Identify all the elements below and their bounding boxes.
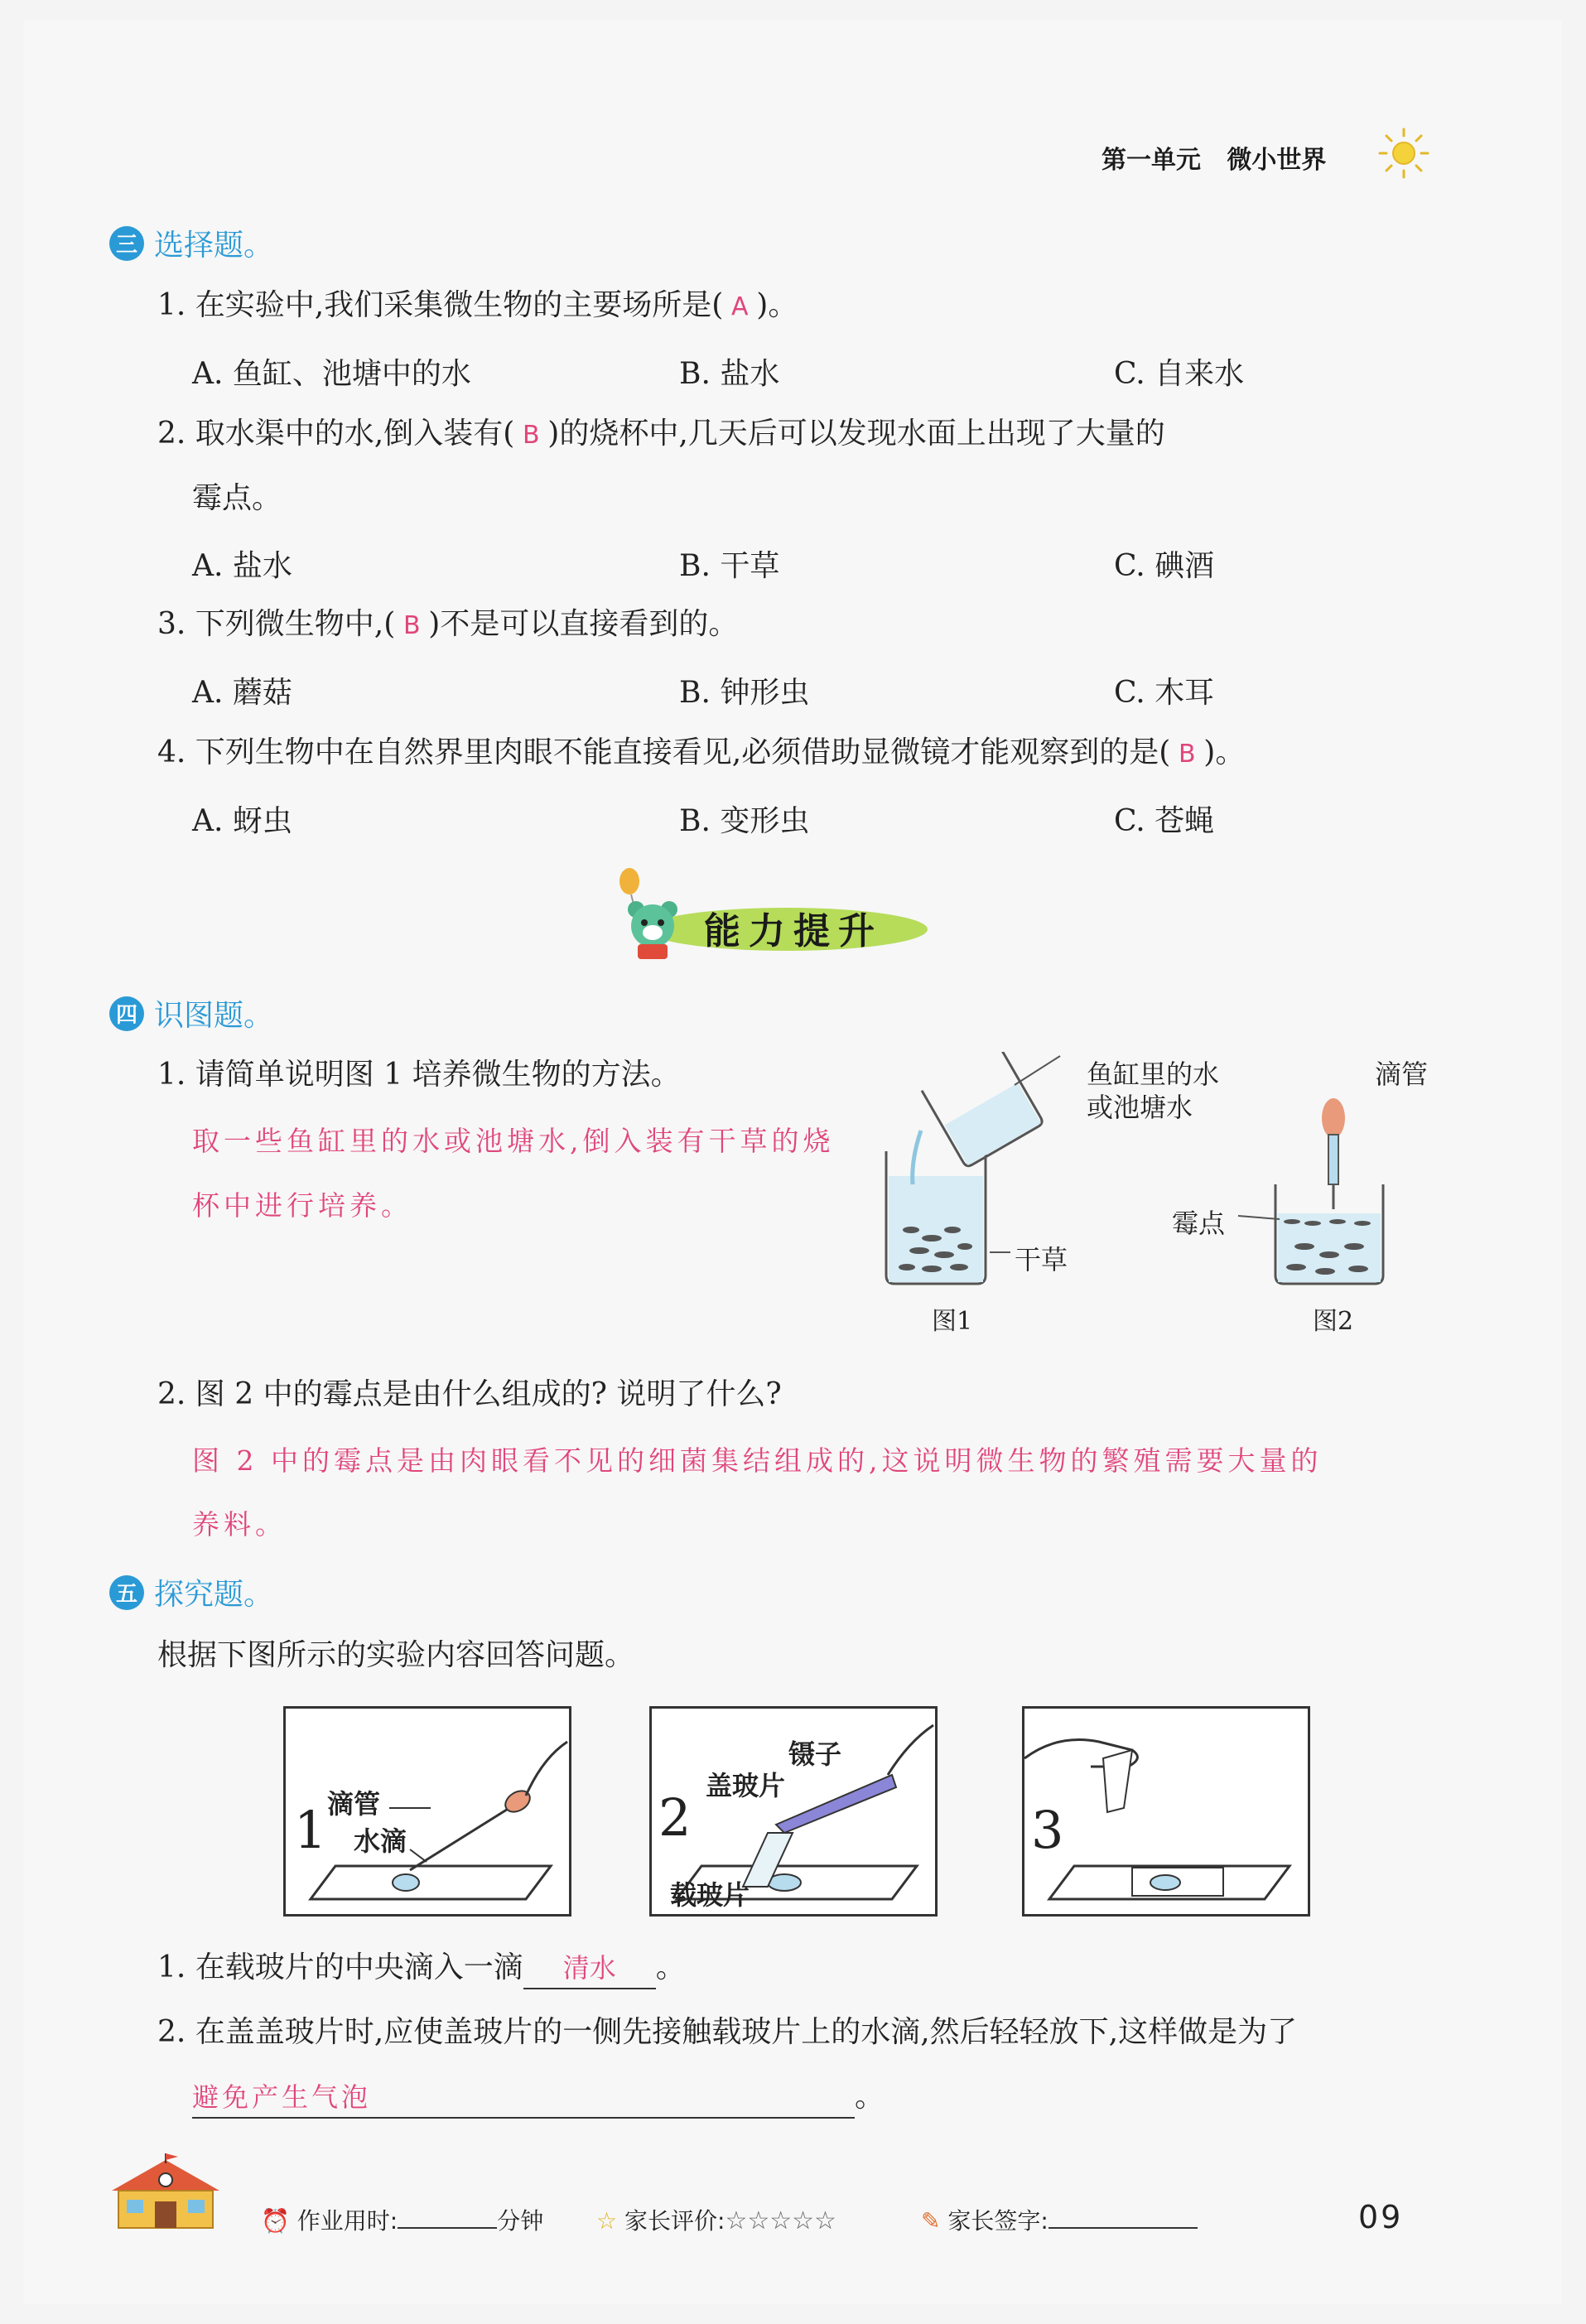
s5-question-1 bbox=[157, 1948, 686, 1989]
panel-number: 3 bbox=[1031, 1800, 1064, 1860]
s5-answer-line bbox=[192, 2077, 885, 2119]
label-tweezers: 镊子 bbox=[788, 1738, 842, 1770]
label-hay: 干草 bbox=[1015, 1244, 1068, 1275]
answer: A bbox=[731, 292, 749, 321]
rating-stars[interactable]: ☆☆☆☆☆ bbox=[725, 2206, 836, 2235]
section-badge: 五 bbox=[109, 1575, 144, 1610]
s4-answer-2-line1: 图 2 中的霉点是由肉眼看不见的细菌集结组成的,这说明微生物的繁殖需要大量的 bbox=[192, 1444, 1323, 1477]
panel-number: 2 bbox=[658, 1787, 692, 1848]
s4-answer-1-line1: 取一些鱼缸里的水或池塘水,倒入装有干草的烧 bbox=[192, 1125, 835, 1157]
question-3 bbox=[157, 605, 738, 646]
s5-intro: 根据下图所示的实验内容回答问题。 bbox=[157, 1638, 635, 1672]
answer: B bbox=[1178, 740, 1196, 769]
unit-label: 第一单元 bbox=[1102, 146, 1201, 175]
footer-homework-time bbox=[261, 2203, 543, 2236]
section-title: 选择题。 bbox=[154, 229, 274, 263]
question-text: )。 bbox=[1203, 735, 1246, 769]
school-house-icon bbox=[104, 2153, 228, 2232]
time-input[interactable] bbox=[398, 2227, 497, 2229]
question-text: )。 bbox=[756, 288, 798, 322]
label-pond-water: 或池塘水 bbox=[1087, 1092, 1193, 1123]
label-slide: 载玻片 bbox=[670, 1879, 750, 1911]
answer-blank: 清水 bbox=[523, 1948, 656, 1989]
option: C. 自来水 bbox=[1114, 357, 1245, 391]
question-text: )不是可以直接看到的。 bbox=[428, 607, 739, 641]
option: C. 苍蝇 bbox=[1114, 804, 1215, 838]
option: B. 干草 bbox=[679, 549, 780, 583]
panel-number: 1 bbox=[294, 1800, 327, 1860]
question-text: 。 bbox=[655, 1950, 686, 1984]
experiment-panel-1 bbox=[283, 1706, 571, 1917]
question-text: 3. 下列微生物中,( bbox=[157, 607, 396, 641]
s4-question-2: 2. 图 2 中的霉点是由什么组成的? 说明了什么? bbox=[157, 1377, 782, 1411]
signature-label: 家长签字: bbox=[947, 2207, 1048, 2235]
pencil-icon: ✎ bbox=[921, 2207, 941, 2235]
option: A. 盐水 bbox=[192, 549, 292, 583]
question-text: 1. 在载玻片的中央滴入一滴 bbox=[157, 1950, 523, 1984]
answer: B bbox=[522, 421, 540, 450]
s4-answer-2-line2: 养料。 bbox=[192, 1508, 287, 1540]
answer-blank: 避免产生气泡 bbox=[192, 2077, 855, 2119]
page-header bbox=[1102, 139, 1326, 176]
label-mold: 霉点 bbox=[1172, 1208, 1226, 1239]
unit-title: 微小世界 bbox=[1227, 146, 1327, 175]
experiment-panel-3 bbox=[1022, 1706, 1310, 1917]
question-text: 。 bbox=[855, 2080, 885, 2114]
section-title: 探究题。 bbox=[154, 1578, 274, 1612]
question-text: )的烧杯中,几天后可以发现水面上出现了大量的 bbox=[547, 417, 1165, 451]
section-badge: 四 bbox=[109, 996, 144, 1031]
option: B. 变形虫 bbox=[679, 804, 810, 838]
option: C. 碘酒 bbox=[1114, 549, 1215, 583]
alarm-clock-icon: ⏰ bbox=[261, 2207, 290, 2235]
experiment-panel-2 bbox=[649, 1706, 938, 1917]
section-badge: 三 bbox=[109, 226, 144, 261]
s4-question-1: 1. 请简单说明图 1 培养微生物的方法。 bbox=[157, 1058, 681, 1092]
label-coverslip: 盖玻片 bbox=[706, 1770, 786, 1801]
label-dropper: 滴管 bbox=[1375, 1058, 1429, 1090]
time-label: 作业用时: bbox=[296, 2207, 398, 2235]
section-4-heading bbox=[109, 992, 273, 1034]
question-2 bbox=[157, 414, 1165, 456]
time-unit: 分钟 bbox=[497, 2207, 544, 2235]
banner-title: 能力提升 bbox=[704, 910, 883, 952]
question-text: 4. 下列生物中在自然界里肉眼不能直接看见,必须借助显微镜才能观察到的是( bbox=[157, 735, 1171, 769]
figure-2-caption: 图2 bbox=[1313, 1307, 1354, 1336]
option: A. 蚜虫 bbox=[192, 804, 292, 838]
question-4 bbox=[157, 733, 1245, 774]
signature-input[interactable] bbox=[1048, 2227, 1198, 2229]
option: B. 盐水 bbox=[679, 357, 780, 391]
footer-parent-signature bbox=[921, 2203, 1198, 2236]
footer-parent-rating bbox=[596, 2203, 836, 2236]
section-5-heading bbox=[109, 1571, 273, 1613]
question-text-cont: 霉点。 bbox=[192, 481, 282, 515]
answer: B bbox=[403, 611, 421, 640]
label-water-drop: 水滴 bbox=[354, 1825, 407, 1857]
page-number: 09 bbox=[1358, 2199, 1404, 2235]
label-dropper: 滴管 bbox=[327, 1788, 381, 1820]
figure-1-caption: 图1 bbox=[932, 1307, 973, 1336]
option: A. 蘑菇 bbox=[192, 676, 292, 710]
s5-question-2: 2. 在盖盖玻片时,应使盖玻片的一侧先接触载玻片上的水滴,然后轻轻放下,这样做是为了 bbox=[157, 2015, 1298, 2049]
section-title: 识图题。 bbox=[154, 999, 274, 1033]
placing-coverslip-illustration bbox=[1024, 1709, 1308, 1914]
sun-icon bbox=[1375, 124, 1433, 182]
option: A. 鱼缸、池塘中的水 bbox=[192, 357, 471, 391]
question-text: 2. 取水渠中的水,倒入装有( bbox=[157, 417, 515, 451]
rating-label: 家长评价: bbox=[624, 2207, 726, 2235]
option: C. 木耳 bbox=[1114, 676, 1215, 710]
question-1 bbox=[157, 286, 798, 327]
star-icon: ☆ bbox=[596, 2207, 618, 2235]
section-3-heading bbox=[109, 222, 273, 264]
s4-answer-1-line2: 杯中进行培养。 bbox=[192, 1189, 412, 1222]
question-text: 1. 在实验中,我们采集微生物的主要场所是( bbox=[157, 288, 724, 322]
option: B. 钟形虫 bbox=[679, 676, 810, 710]
label-fishtank-water: 鱼缸里的水 bbox=[1087, 1058, 1220, 1090]
